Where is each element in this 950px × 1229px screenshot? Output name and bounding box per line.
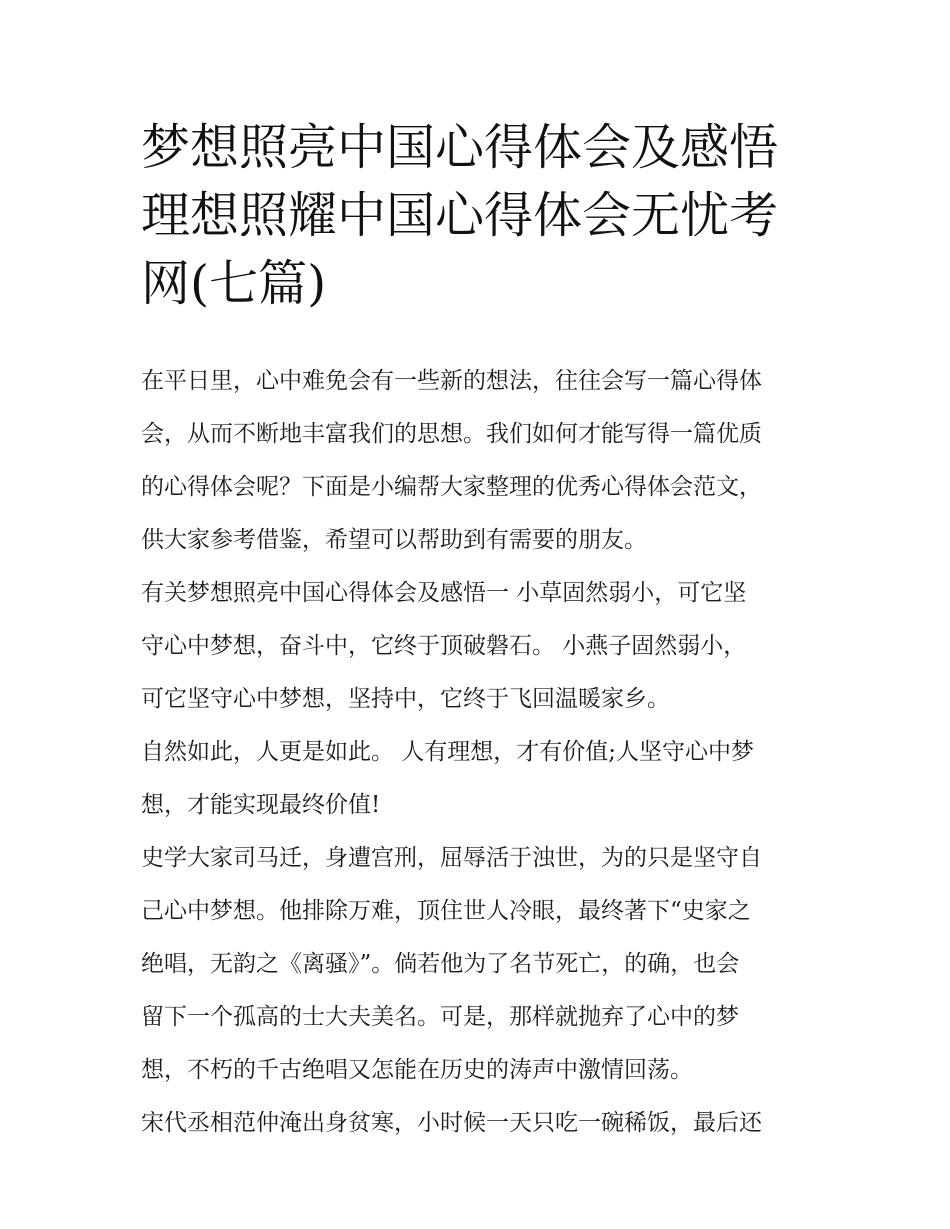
paragraph-grass-swallow [141, 567, 831, 726]
text-line: 想，才能实现最终价值! [141, 792, 381, 818]
title-line: 梦想照亮中国心得体会及感悟 [141, 119, 779, 176]
text-line: 宋代丞相范仲淹出身贫寒，小时候一天只吃一碗稀饭，最后还 [141, 1110, 762, 1136]
text-line: 在平日里，心中难免会有一些新的想法，往往会写一篇心得体 [141, 368, 762, 394]
title-line: 理想照耀中国心得体会无忧考 [141, 187, 779, 244]
text-line: 留下一个孤高的士大夫美名。可是，那样就抛弃了心中的梦 [141, 1004, 739, 1030]
text-line: 绝唱，无韵之《离骚》”。倘若他为了名节死亡，的确，也会 [141, 951, 740, 977]
paragraph-people-ideals [141, 726, 831, 832]
text-line: 守心中梦想，奋斗中，它终于顶破磐石。 小燕子固然弱小， [141, 633, 747, 659]
document-body [141, 355, 831, 1150]
text-line: 有关梦想照亮中国心得体会及感悟一 小草固然弱小，可它坚 [141, 580, 747, 606]
text-line: 的心得体会呢？下面是小编帮大家整理的优秀心得体会范文， [141, 474, 762, 500]
paragraph-intro [141, 355, 831, 567]
text-line: 己心中梦想。他排除万难，顶住世人冷眼，最终著下“史家之 [141, 898, 751, 924]
paragraph-fan-zhongyan [141, 1097, 831, 1150]
text-line: 史学大家司马迁，身遭宫刑，屈辱活于浊世，为的只是坚守自 [141, 845, 762, 871]
document-title [141, 114, 821, 318]
title-line: 网(七篇) [141, 255, 327, 312]
text-line: 想，不朽的千古绝唱又怎能在历史的涛声中激情回荡。 [141, 1057, 693, 1083]
text-line: 自然如此，人更是如此。 人有理想，才有价值;人坚守心中梦 [141, 739, 755, 765]
paragraph-sima-qian [141, 832, 831, 1097]
text-line: 供大家参考借鉴，希望可以帮助到有需要的朋友。 [141, 527, 647, 553]
text-line: 会，从而不断地丰富我们的思想。我们如何才能写得一篇优质 [141, 421, 762, 447]
text-line: 可它坚守心中梦想，坚持中，它终于飞回温暖家乡。 [141, 686, 670, 712]
